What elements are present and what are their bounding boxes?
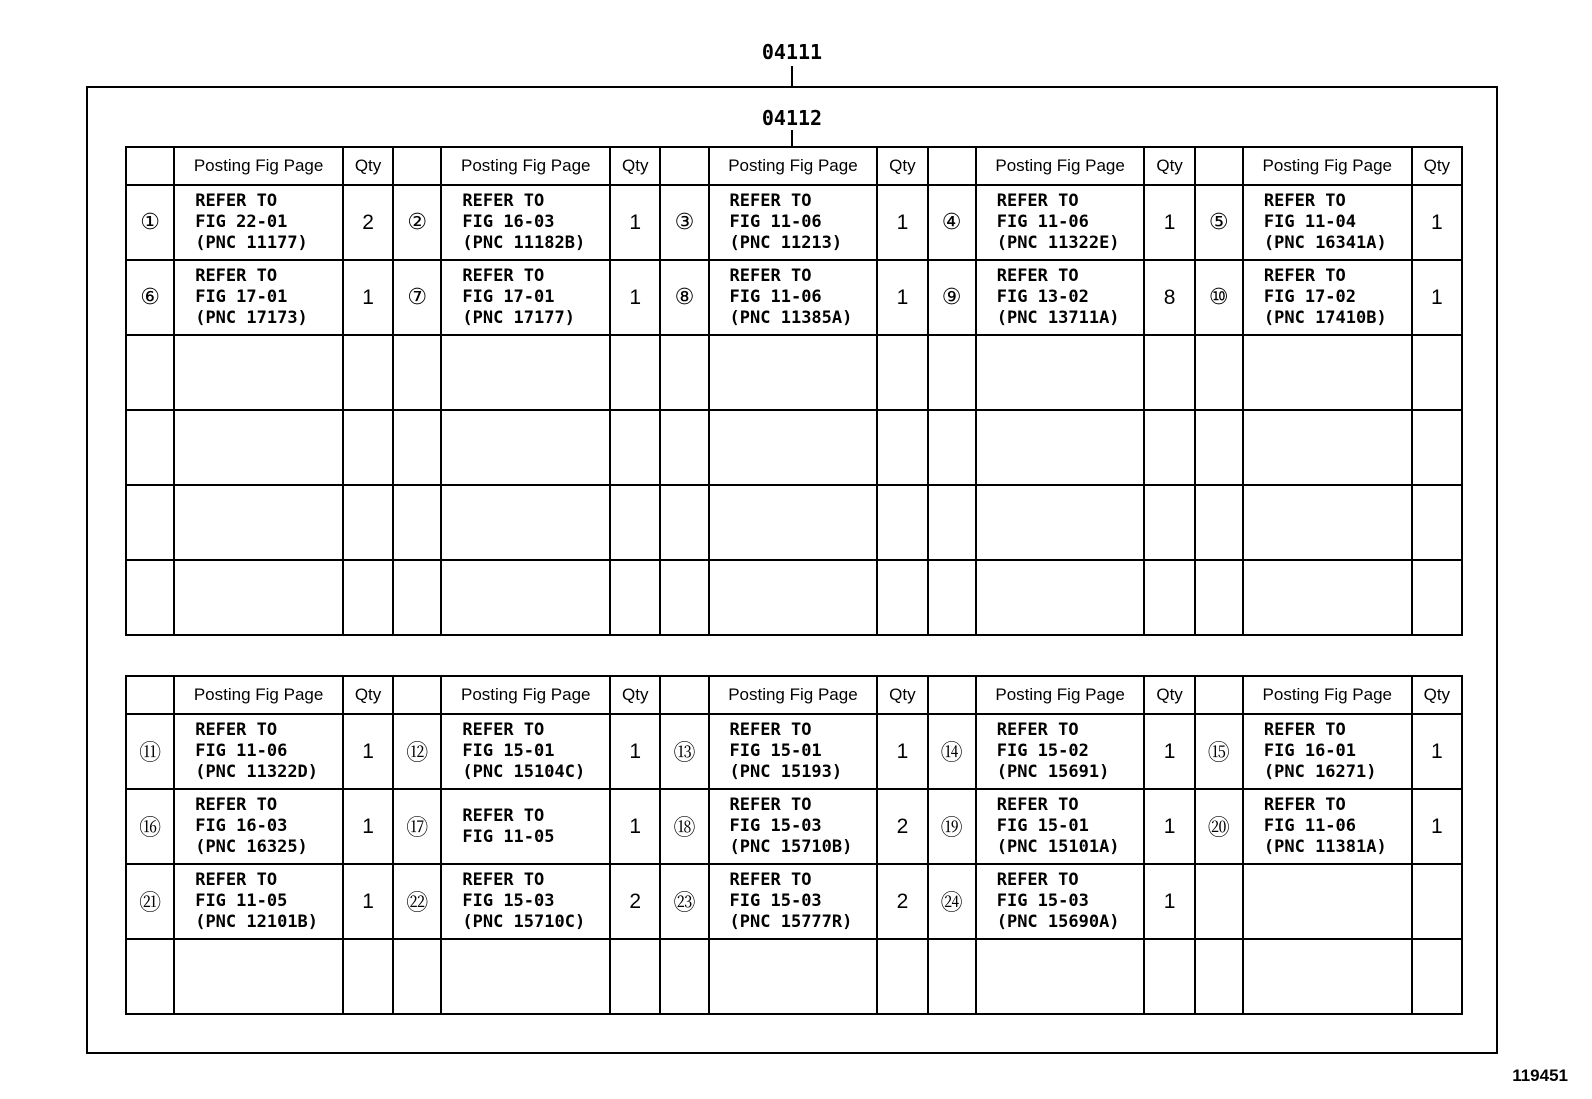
fig-reference-line: FIG 16-03: [195, 816, 288, 836]
fig-reference: [174, 260, 343, 335]
fig-reference-line: FIG 15-03: [729, 891, 822, 911]
item-number: ③: [660, 185, 708, 260]
empty-num-cell: [1195, 410, 1243, 485]
empty-ref-cell: [174, 939, 343, 1014]
fig-reference: [441, 864, 610, 939]
fig-reference: [1243, 789, 1412, 864]
fig-reference-line: REFER TO: [462, 870, 545, 890]
fig-reference-line: (PNC 11213): [729, 233, 843, 253]
header-fig-page: Posting Fig Page: [976, 676, 1145, 714]
item-number: ⑤: [1195, 185, 1243, 260]
empty-num-cell: [660, 335, 708, 410]
figure-number: 119451: [1512, 1066, 1568, 1085]
empty-qty-cell: [877, 335, 927, 410]
empty-qty-cell: [343, 485, 393, 560]
empty-row: [126, 560, 1462, 635]
header-fig-page: Posting Fig Page: [174, 147, 343, 185]
empty-qty-cell: [610, 410, 660, 485]
table-row: [126, 789, 1462, 864]
empty-row: [126, 485, 1462, 560]
fig-reference-line: (PNC 11385A): [729, 308, 853, 328]
fig-reference-line: REFER TO: [996, 266, 1079, 286]
empty-num-cell: [1195, 939, 1243, 1014]
empty-row: [126, 410, 1462, 485]
fig-reference-line: REFER TO: [195, 795, 278, 815]
empty-qty-cell: [1144, 410, 1194, 485]
empty-ref-cell: [709, 939, 878, 1014]
empty-qty-cell: [343, 939, 393, 1014]
fig-reference-line: (PNC 17173): [195, 308, 308, 328]
item-qty: 1: [343, 260, 393, 335]
empty-qty-cell: [1144, 335, 1194, 410]
empty-row: [126, 939, 1462, 1014]
header-fig-page: Posting Fig Page: [709, 676, 878, 714]
empty-ref-cell: [709, 560, 878, 635]
empty-ref-cell: [174, 410, 343, 485]
fig-reference-line: REFER TO: [996, 191, 1079, 211]
item-qty: 1: [610, 714, 660, 789]
callout-04111: 04111: [761, 40, 823, 64]
fig-reference-line: FIG 17-01: [195, 287, 288, 307]
fig-reference: [174, 864, 343, 939]
item-qty: 2: [877, 864, 927, 939]
fig-reference: [174, 789, 343, 864]
empty-num-cell: [660, 485, 708, 560]
header-num-cell: [928, 676, 976, 714]
fig-reference-line: REFER TO: [1263, 266, 1346, 286]
fig-reference: [709, 789, 878, 864]
fig-reference-line: FIG 11-06: [729, 212, 822, 232]
empty-ref-cell: [976, 335, 1145, 410]
empty-num-cell: [393, 335, 441, 410]
item-qty: 1: [610, 260, 660, 335]
item-number: ㉑: [126, 864, 174, 939]
fig-reference: [1243, 864, 1412, 939]
header-num-cell: [126, 147, 174, 185]
fig-reference-line: REFER TO: [195, 720, 278, 740]
fig-reference-line: (PNC 16325): [195, 837, 308, 857]
fig-reference: [441, 789, 610, 864]
empty-ref-cell: [1243, 410, 1412, 485]
empty-num-cell: [393, 485, 441, 560]
item-number: ㉓: [660, 864, 708, 939]
table-row: [126, 185, 1462, 260]
header-fig-page: Posting Fig Page: [441, 147, 610, 185]
empty-qty-cell: [610, 939, 660, 1014]
fig-reference-line: (PNC 15710C): [462, 912, 586, 932]
item-number: ㉔: [928, 864, 976, 939]
item-qty: 1: [1144, 714, 1194, 789]
fig-reference: [976, 789, 1145, 864]
fig-reference-line: FIG 17-02: [1263, 287, 1357, 307]
parts-table-bottom: [125, 675, 1463, 1015]
header-num-cell: [1195, 676, 1243, 714]
fig-reference-line: REFER TO: [1263, 795, 1346, 815]
fig-reference-line: FIG 15-01: [462, 741, 555, 761]
empty-num-cell: [660, 560, 708, 635]
fig-reference-line: FIG 15-03: [729, 816, 822, 836]
fig-reference-line: (PNC 15690A): [996, 912, 1120, 932]
empty-ref-cell: [976, 410, 1145, 485]
empty-ref-cell: [1243, 335, 1412, 410]
fig-reference-line: (PNC 11381A): [1263, 837, 1387, 857]
item-number: ⑥: [126, 260, 174, 335]
fig-reference-line: REFER TO: [462, 805, 545, 826]
empty-qty-cell: [1144, 485, 1194, 560]
header-fig-page: Posting Fig Page: [1243, 676, 1412, 714]
header-fig-page: Posting Fig Page: [709, 147, 878, 185]
header-num-cell: [1195, 147, 1243, 185]
item-number: ②: [393, 185, 441, 260]
empty-ref-cell: [441, 485, 610, 560]
empty-num-cell: [928, 939, 976, 1014]
callout-04112-leader: [791, 130, 793, 146]
fig-reference-line: FIG 15-01: [729, 741, 822, 761]
empty-qty-cell: [1144, 939, 1194, 1014]
fig-reference-line: FIG 11-06: [729, 287, 822, 307]
fig-reference-line: FIG 13-02: [996, 287, 1089, 307]
item-qty: 1: [1144, 185, 1194, 260]
fig-reference-line: (PNC 15710B): [729, 837, 853, 857]
header-qty: Qty: [343, 676, 393, 714]
empty-qty-cell: [877, 560, 927, 635]
callout-04112: 04112: [761, 106, 823, 130]
header-num-cell: [126, 676, 174, 714]
item-qty: [1412, 864, 1462, 939]
empty-qty-cell: [1412, 335, 1462, 410]
table-header-row: [126, 147, 1462, 185]
empty-num-cell: [126, 939, 174, 1014]
empty-qty-cell: [877, 939, 927, 1014]
item-qty: 1: [1412, 260, 1462, 335]
empty-qty-cell: [1412, 939, 1462, 1014]
item-number: ⑲: [928, 789, 976, 864]
empty-qty-cell: [610, 560, 660, 635]
fig-reference-line: REFER TO: [195, 191, 278, 211]
fig-reference-line: FIG 15-03: [996, 891, 1089, 911]
empty-num-cell: [928, 485, 976, 560]
fig-reference: [709, 864, 878, 939]
empty-qty-cell: [343, 560, 393, 635]
fig-reference-line: FIG 11-04: [1263, 212, 1357, 232]
header-num-cell: [660, 676, 708, 714]
fig-reference-line: REFER TO: [195, 266, 278, 286]
empty-qty-cell: [1412, 560, 1462, 635]
item-number: ⑦: [393, 260, 441, 335]
item-number: ⑩: [1195, 260, 1243, 335]
fig-reference: [709, 260, 878, 335]
item-qty: 1: [1412, 185, 1462, 260]
empty-ref-cell: [976, 485, 1145, 560]
fig-reference: [1243, 185, 1412, 260]
item-number: ⑰: [393, 789, 441, 864]
empty-qty-cell: [1144, 560, 1194, 635]
item-number: ⑳: [1195, 789, 1243, 864]
parts-table-top: [125, 146, 1463, 636]
item-qty: 1: [1144, 864, 1194, 939]
empty-qty-cell: [343, 410, 393, 485]
fig-reference: [1243, 714, 1412, 789]
header-qty: Qty: [877, 676, 927, 714]
fig-reference: [174, 714, 343, 789]
empty-qty-cell: [1412, 410, 1462, 485]
item-number: ⑬: [660, 714, 708, 789]
empty-num-cell: [928, 335, 976, 410]
header-qty: Qty: [343, 147, 393, 185]
item-number: ④: [928, 185, 976, 260]
fig-reference-line: REFER TO: [729, 266, 812, 286]
header-num-cell: [393, 147, 441, 185]
item-number: ⑨: [928, 260, 976, 335]
callout-04111-leader: [791, 66, 793, 86]
fig-reference: [174, 185, 343, 260]
fig-reference: [976, 260, 1145, 335]
item-qty: 1: [1144, 789, 1194, 864]
fig-reference-line: FIG 17-01: [462, 287, 555, 307]
fig-reference-line: REFER TO: [462, 720, 545, 740]
fig-reference-line: (PNC 16341A): [1263, 233, 1387, 253]
header-qty: Qty: [610, 676, 660, 714]
empty-ref-cell: [174, 335, 343, 410]
fig-reference-line: REFER TO: [1263, 720, 1346, 740]
fig-reference: [976, 714, 1145, 789]
fig-reference-line: REFER TO: [1263, 191, 1346, 211]
table-row: [126, 260, 1462, 335]
empty-num-cell: [393, 410, 441, 485]
item-qty: 1: [1412, 714, 1462, 789]
fig-reference-line: REFER TO: [462, 266, 545, 286]
empty-ref-cell: [976, 939, 1145, 1014]
table-row: [126, 714, 1462, 789]
fig-reference-line: (PNC 11182B): [462, 233, 586, 253]
item-qty: 1: [877, 714, 927, 789]
fig-reference-line: REFER TO: [996, 870, 1079, 890]
item-number: ㉒: [393, 864, 441, 939]
empty-num-cell: [126, 560, 174, 635]
empty-qty-cell: [610, 335, 660, 410]
fig-reference-line: (PNC 15691): [996, 762, 1110, 782]
item-qty: 1: [877, 185, 927, 260]
empty-num-cell: [393, 939, 441, 1014]
fig-reference: [441, 260, 610, 335]
empty-ref-cell: [709, 485, 878, 560]
fig-reference: [976, 185, 1145, 260]
header-qty: Qty: [1412, 147, 1462, 185]
header-qty: Qty: [1412, 676, 1462, 714]
empty-qty-cell: [877, 410, 927, 485]
empty-ref-cell: [1243, 560, 1412, 635]
fig-reference: [441, 185, 610, 260]
header-num-cell: [393, 676, 441, 714]
header-num-cell: [928, 147, 976, 185]
fig-reference-line: REFER TO: [996, 795, 1079, 815]
fig-reference-line: REFER TO: [729, 870, 812, 890]
empty-ref-cell: [976, 560, 1145, 635]
empty-num-cell: [126, 485, 174, 560]
header-qty: Qty: [877, 147, 927, 185]
header-num-cell: [660, 147, 708, 185]
empty-num-cell: [1195, 485, 1243, 560]
item-qty: 8: [1144, 260, 1194, 335]
item-number: ⑪: [126, 714, 174, 789]
fig-reference-line: (PNC 12101B): [195, 912, 319, 932]
empty-num-cell: [660, 939, 708, 1014]
fig-reference-line: REFER TO: [729, 191, 812, 211]
item-number: ⑭: [928, 714, 976, 789]
item-qty: 1: [610, 185, 660, 260]
empty-qty-cell: [877, 485, 927, 560]
fig-reference-line: FIG 15-03: [462, 891, 555, 911]
fig-reference-line: (PNC 11322D): [195, 762, 319, 782]
fig-reference-line: (PNC 11177): [195, 233, 308, 253]
fig-reference-line: (PNC 15777R): [729, 912, 853, 932]
fig-reference-line: (PNC 15193): [729, 762, 843, 782]
table-row: [126, 864, 1462, 939]
item-qty: 1: [877, 260, 927, 335]
header-qty: Qty: [610, 147, 660, 185]
empty-ref-cell: [441, 410, 610, 485]
fig-reference-line: (PNC 15101A): [996, 837, 1120, 857]
empty-num-cell: [660, 410, 708, 485]
item-qty: 1: [343, 864, 393, 939]
empty-num-cell: [126, 410, 174, 485]
empty-ref-cell: [1243, 939, 1412, 1014]
fig-reference: [709, 185, 878, 260]
fig-reference-line: REFER TO: [729, 795, 812, 815]
fig-reference-line: REFER TO: [462, 191, 545, 211]
header-qty: Qty: [1144, 147, 1194, 185]
empty-qty-cell: [1412, 485, 1462, 560]
fig-reference-line: FIG 11-06: [996, 212, 1089, 232]
empty-ref-cell: [174, 560, 343, 635]
empty-num-cell: [928, 560, 976, 635]
fig-reference-line: FIG 15-01: [996, 816, 1089, 836]
fig-reference-line: (PNC 17410B): [1263, 308, 1387, 328]
item-qty: 2: [610, 864, 660, 939]
fig-reference-line: FIG 11-05: [462, 826, 555, 847]
fig-reference-line: FIG 11-06: [195, 741, 288, 761]
empty-qty-cell: [343, 335, 393, 410]
item-qty: 2: [877, 789, 927, 864]
fig-reference-line: FIG 22-01: [195, 212, 288, 232]
empty-row: [126, 335, 1462, 410]
empty-ref-cell: [709, 410, 878, 485]
empty-num-cell: [393, 560, 441, 635]
fig-reference-line: (PNC 11322E): [996, 233, 1120, 253]
table-header-row: [126, 676, 1462, 714]
item-number: ⑧: [660, 260, 708, 335]
item-number: ⑯: [126, 789, 174, 864]
fig-reference-line: (PNC 15104C): [462, 762, 586, 782]
empty-num-cell: [126, 335, 174, 410]
fig-reference-line: FIG 15-02: [996, 741, 1089, 761]
empty-ref-cell: [441, 939, 610, 1014]
empty-num-cell: [1195, 335, 1243, 410]
item-qty: 1: [610, 789, 660, 864]
fig-reference-line: REFER TO: [729, 720, 812, 740]
fig-reference-line: FIG 11-06: [1263, 816, 1357, 836]
fig-reference-line: (PNC 13711A): [996, 308, 1120, 328]
fig-reference-line: FIG 11-05: [195, 891, 288, 911]
empty-num-cell: [928, 410, 976, 485]
fig-reference-line: REFER TO: [996, 720, 1079, 740]
item-qty: 1: [1412, 789, 1462, 864]
item-number: ⑮: [1195, 714, 1243, 789]
header-fig-page: Posting Fig Page: [1243, 147, 1412, 185]
fig-reference-line: (PNC 17177): [462, 308, 575, 328]
fig-reference-line: (PNC 16271): [1263, 762, 1377, 782]
empty-ref-cell: [174, 485, 343, 560]
empty-ref-cell: [441, 560, 610, 635]
fig-reference: [709, 714, 878, 789]
empty-ref-cell: [441, 335, 610, 410]
item-qty: 2: [343, 185, 393, 260]
fig-reference-line: REFER TO: [195, 870, 278, 890]
header-qty: Qty: [1144, 676, 1194, 714]
empty-ref-cell: [1243, 485, 1412, 560]
item-number: ①: [126, 185, 174, 260]
item-number: ⑫: [393, 714, 441, 789]
empty-ref-cell: [709, 335, 878, 410]
fig-reference: [441, 714, 610, 789]
header-fig-page: Posting Fig Page: [441, 676, 610, 714]
fig-reference-line: FIG 16-01: [1263, 741, 1357, 761]
item-number: [1195, 864, 1243, 939]
item-qty: 1: [343, 789, 393, 864]
header-fig-page: Posting Fig Page: [174, 676, 343, 714]
fig-reference: [976, 864, 1145, 939]
empty-qty-cell: [610, 485, 660, 560]
item-qty: 1: [343, 714, 393, 789]
empty-num-cell: [1195, 560, 1243, 635]
header-fig-page: Posting Fig Page: [976, 147, 1145, 185]
item-number: ⑱: [660, 789, 708, 864]
fig-reference-line: FIG 16-03: [462, 212, 555, 232]
fig-reference: [1243, 260, 1412, 335]
